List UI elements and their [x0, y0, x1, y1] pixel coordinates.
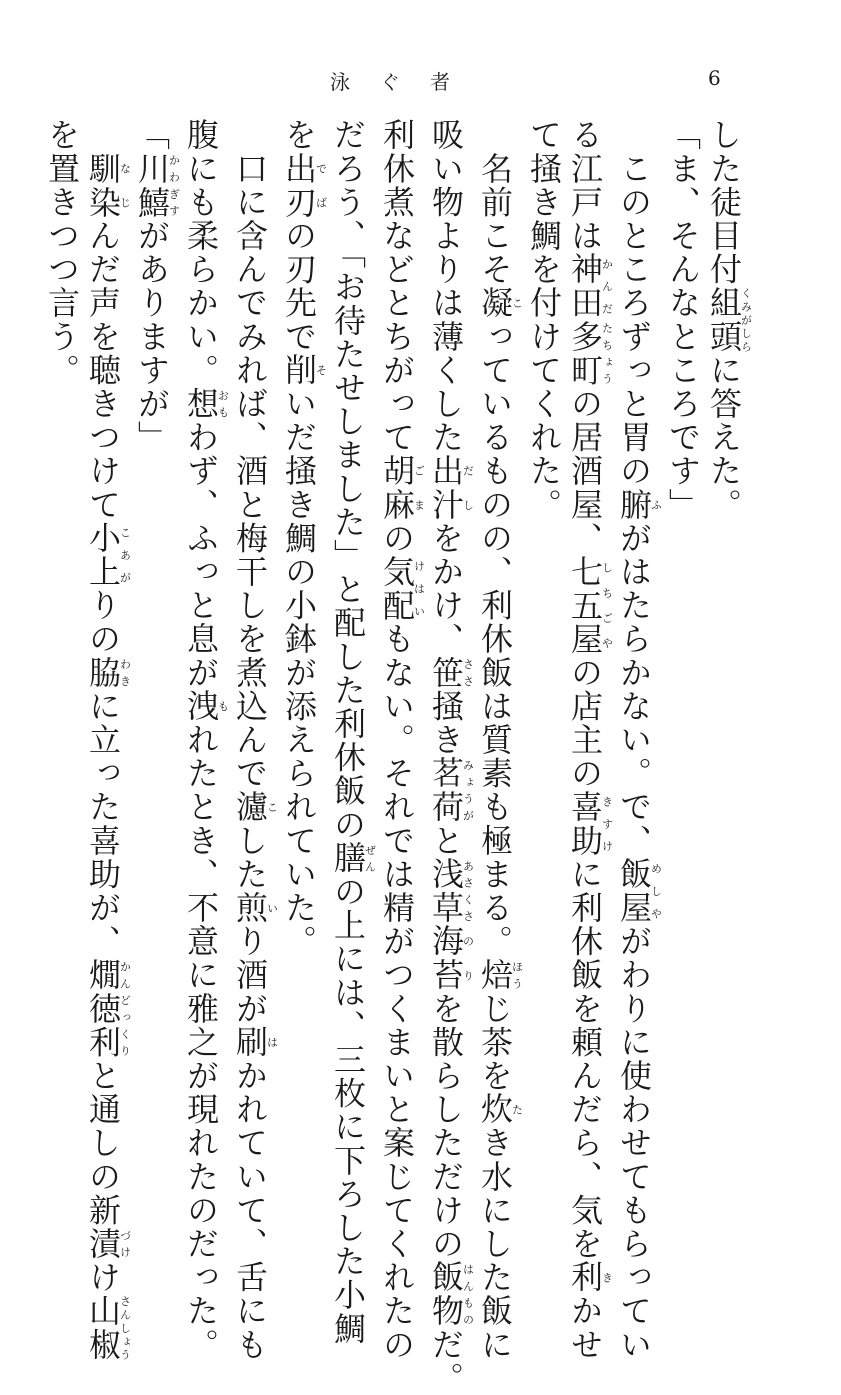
text-run: と [427, 823, 465, 858]
body-text [43, 118, 753, 1395]
text-line [180, 118, 230, 1362]
text-line [662, 118, 703, 1128]
ruby-reading: こあが [118, 521, 132, 589]
ruby-base: 馴染 [84, 151, 122, 219]
text-run: の上には、三枚に下ろした小鯛 [329, 874, 367, 1346]
text-line [564, 118, 614, 1362]
text-line [523, 118, 564, 1128]
furigana-word [280, 353, 328, 387]
ruby-base: 刷 [231, 1025, 269, 1059]
furigana-word [566, 1260, 614, 1295]
furigana-word [566, 319, 614, 387]
furigana-word [427, 924, 475, 992]
furigana-word [378, 554, 426, 623]
furigana-word [231, 790, 279, 824]
text-line [474, 118, 524, 1362]
text-run: もない。それでは精がつくまいと案じてくれたの [378, 622, 416, 1362]
text-line [82, 118, 132, 1362]
text-run: 口に含んでみれば、酒と梅干しを煮込んで [231, 118, 269, 790]
ruby-base: 出刃 [280, 151, 318, 219]
ruby-reading: ごま [412, 454, 426, 522]
ruby-reading: も [216, 689, 230, 723]
text-line [703, 118, 752, 1128]
ruby-base: 胡麻 [378, 454, 416, 522]
furigana-word [84, 521, 132, 589]
ruby-reading: でば [314, 151, 328, 219]
ruby-reading: は [265, 1025, 279, 1059]
ruby-reading: あさくさ [461, 857, 475, 925]
ruby-base: 茗荷 [427, 756, 465, 824]
ruby-base: 笹 [427, 655, 465, 690]
furigana-word [133, 151, 181, 219]
ruby-reading: そ [314, 353, 328, 387]
furigana-word [231, 1025, 279, 1059]
ruby-reading: はんもの [461, 1260, 475, 1328]
ruby-reading: わき [118, 655, 132, 690]
text-run: わず、ふっと息が [182, 420, 220, 690]
text-run: る江戸は [566, 118, 604, 253]
ruby-reading: なじ [118, 151, 132, 219]
ruby-base: 喜助 [566, 790, 604, 858]
ruby-reading: ふ [649, 487, 663, 522]
text-run: だろう、「お待たせしました」と配した利休飯の [329, 118, 367, 842]
ruby-reading: き [600, 1260, 614, 1295]
ruby-reading: ぜん [363, 841, 377, 875]
furigana-word [329, 841, 377, 875]
text-line [41, 118, 82, 1128]
ruby-reading: きすけ [600, 790, 614, 858]
text-run: 腹にも柔らかい。 [182, 118, 220, 387]
text-run: 吸い物よりは薄くした [427, 118, 465, 454]
ruby-reading: しちごや [600, 554, 614, 656]
text-run: がわりに使わせてもらってい [615, 924, 653, 1362]
text-run: の店主の [566, 655, 604, 791]
ruby-base: 削 [280, 353, 318, 387]
furigana-word [427, 756, 475, 824]
furigana-word [84, 151, 132, 219]
furigana-word [615, 487, 663, 522]
text-run: かせ [566, 1294, 604, 1362]
furigana-word [280, 151, 328, 219]
furigana-word [566, 252, 614, 320]
ruby-base: 組頭 [705, 286, 743, 354]
ruby-reading: ささ [461, 655, 475, 690]
text-run: 利休煮などとちがって [378, 118, 416, 454]
text-line [376, 118, 426, 1362]
ruby-base: 濾 [231, 790, 269, 824]
text-run: した徒目付 [705, 118, 743, 286]
page-number: 6 [708, 66, 721, 90]
text-run: り酒が [231, 924, 269, 1026]
text-run: 掻き [427, 689, 465, 757]
furigana-word [182, 386, 230, 421]
ruby-base: 炊 [476, 1092, 514, 1127]
text-run: と通しの新 [84, 1058, 122, 1227]
ruby-reading: おも [216, 386, 230, 421]
text-run: じ茶を [476, 991, 514, 1093]
ruby-reading: くみがしら [739, 286, 753, 354]
text-run: がはたらかない。で、 [615, 521, 653, 858]
furigana-word [705, 286, 753, 354]
ruby-reading: だし [461, 454, 475, 522]
furigana-word [615, 857, 663, 925]
ruby-reading: づけ [118, 1226, 132, 1261]
text-run: の居酒屋、 [566, 386, 604, 555]
ruby-base: 凝 [476, 286, 514, 320]
text-run: き水にした飯に [476, 1126, 514, 1362]
ruby-reading: けはい [412, 554, 426, 622]
ruby-base: 脇 [84, 655, 122, 690]
text-run: だ。 [427, 1327, 465, 1395]
ruby-reading: さんしょう [118, 1294, 132, 1362]
text-line [131, 118, 180, 1128]
ruby-reading: みょうが [461, 756, 475, 824]
ruby-reading: こ [510, 286, 524, 320]
ruby-base: 燗徳利 [84, 958, 122, 1059]
furigana-word [427, 655, 475, 690]
text-run: 「 [133, 118, 171, 152]
text-run: んだ声を聴きつけて [84, 218, 122, 522]
ruby-base: 出汁 [427, 454, 465, 522]
ruby-base: 洩 [182, 689, 220, 723]
text-run: いだ掻き鯛の小鉢が添えられていた。 [280, 386, 318, 959]
ruby-base: 浅草 [427, 857, 465, 925]
ruby-base: 飯屋 [615, 857, 653, 925]
text-run: を散らしただけの [427, 991, 465, 1261]
text-run: て掻き鯛を付けてくれた。 [525, 118, 563, 522]
furigana-word [84, 1294, 132, 1362]
ruby-reading: かんだ [600, 252, 614, 320]
furigana-word [476, 1092, 524, 1127]
text-run: の [378, 521, 416, 555]
text-run: を [280, 118, 318, 152]
ruby-reading: たちょう [600, 319, 614, 387]
furigana-word [84, 655, 132, 690]
ruby-base: 山椒 [84, 1294, 122, 1362]
text-run: れたとき、不意に雅之が現れたのだった。 [182, 722, 220, 1362]
ruby-base: 気配 [378, 554, 416, 623]
ruby-base: 飯物 [427, 1260, 465, 1328]
text-run: このところずっと胃の [615, 118, 653, 488]
text-line [229, 118, 279, 1362]
text-run [84, 118, 122, 152]
furigana-word [427, 857, 475, 925]
text-line [278, 118, 327, 1128]
ruby-base: 漬 [84, 1226, 122, 1261]
text-run: に立った喜助が、 [84, 689, 122, 959]
furigana-word [476, 958, 524, 992]
text-run: した [231, 823, 269, 891]
ruby-base: 多町 [566, 319, 604, 387]
furigana-word [427, 1260, 475, 1328]
ruby-base: 腑 [615, 487, 653, 522]
furigana-word [378, 454, 426, 522]
ruby-base: 神田 [566, 252, 604, 320]
text-run: をかけ、 [427, 521, 465, 656]
ruby-reading: ほう [510, 958, 524, 992]
text-run: 「ま、そんなところです」 [664, 118, 702, 522]
furigana-word [84, 958, 132, 1059]
ruby-base: 焙 [476, 958, 514, 992]
ruby-reading: かわぎす [167, 151, 181, 219]
furigana-word [566, 790, 614, 858]
ruby-base: 利 [566, 1260, 604, 1295]
text-run: け [84, 1260, 122, 1295]
ruby-base: 煎 [231, 890, 269, 925]
furigana-word [231, 890, 279, 925]
text-run: がありますが」 [133, 218, 171, 455]
text-run: に答えた。 [705, 353, 743, 522]
ruby-reading: めしや [649, 857, 663, 925]
furigana-word [182, 689, 230, 723]
running-head: 泳ぐ者 [330, 70, 480, 94]
ruby-reading: かんどっくり [118, 958, 132, 1059]
furigana-word [427, 454, 475, 522]
text-run: を置きつつ言う。 [43, 118, 81, 387]
ruby-base: 膳 [329, 841, 367, 875]
ruby-base: 小上 [84, 521, 122, 589]
text-run: に利休飯を頼んだら、気を [566, 857, 604, 1261]
ruby-reading: た [510, 1092, 524, 1127]
ruby-reading: い [265, 890, 279, 925]
text-line [327, 118, 377, 1346]
ruby-base: 想 [182, 386, 220, 421]
ruby-base: 七五屋 [566, 554, 604, 656]
ruby-reading: のり [461, 924, 475, 992]
text-run: の刃先で [280, 218, 318, 354]
text-line [613, 118, 663, 1362]
furigana-word [476, 286, 524, 320]
text-run: 名前こそ [476, 118, 514, 286]
ruby-reading: こ [265, 790, 279, 824]
text-run: りの [84, 588, 122, 656]
text-line [425, 118, 475, 1395]
text-run: かれていて、舌にも [231, 1058, 269, 1362]
furigana-word [566, 554, 614, 656]
ruby-base: 川鱚 [133, 151, 171, 219]
ruby-base: 海苔 [427, 924, 465, 992]
furigana-word [84, 1226, 132, 1261]
text-run: っているものの、利休飯は質素も極まる。 [476, 319, 514, 959]
